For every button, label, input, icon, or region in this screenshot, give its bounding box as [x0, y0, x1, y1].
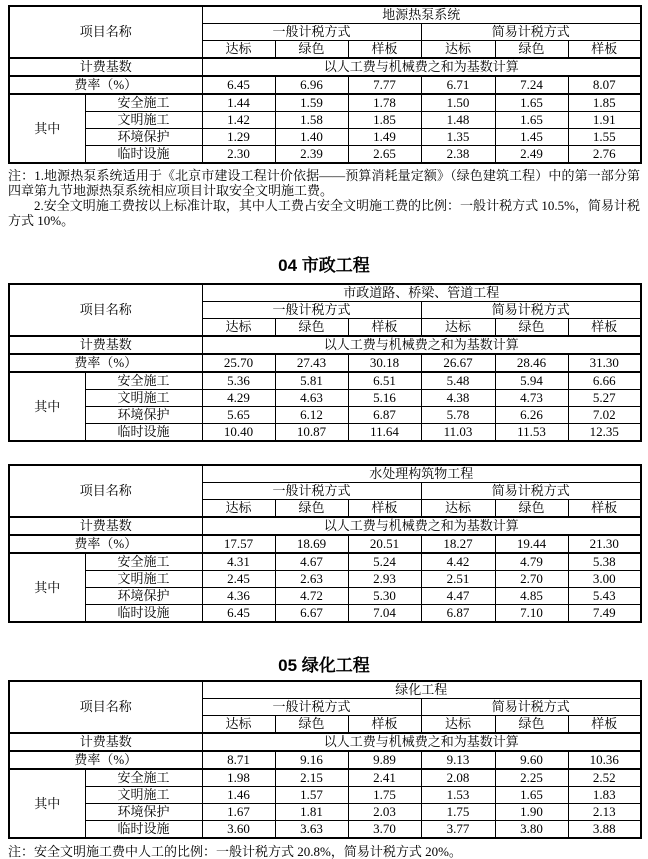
item-value: 10.40	[202, 424, 275, 442]
item-value: 3.77	[421, 821, 495, 839]
rate-value: 7.24	[495, 76, 568, 94]
item-value: 1.81	[275, 804, 348, 821]
item-value: 1.75	[421, 804, 495, 821]
table-title: 水处理构筑物工程	[202, 465, 641, 483]
item-value: 1.42	[202, 112, 275, 129]
item-label: 临时设施	[85, 821, 202, 839]
rate-value: 6.96	[275, 76, 348, 94]
item-value: 1.85	[568, 94, 641, 112]
item-value: 2.49	[495, 146, 568, 164]
grade-header: 绿色	[495, 716, 568, 734]
item-value: 4.38	[421, 390, 495, 407]
note-greening	[8, 844, 640, 859]
item-label: 临时设施	[85, 605, 202, 623]
grade-header: 达标	[202, 500, 275, 518]
grade-header: 绿色	[275, 500, 348, 518]
item-value: 1.85	[348, 112, 421, 129]
item-value: 6.12	[275, 407, 348, 424]
item-value: 7.49	[568, 605, 641, 623]
item-value: 7.10	[495, 605, 568, 623]
item-value: 4.63	[275, 390, 348, 407]
rate-value: 6.45	[202, 76, 275, 94]
item-value: 2.39	[275, 146, 348, 164]
item-label: 环境保护	[85, 588, 202, 605]
item-value: 1.98	[202, 769, 275, 787]
rate-value: 20.51	[348, 535, 421, 553]
project-name-header: 项目名称	[9, 6, 202, 58]
item-value: 1.44	[202, 94, 275, 112]
item-label: 环境保护	[85, 407, 202, 424]
rate-value: 25.70	[202, 354, 275, 372]
item-value: 2.70	[495, 571, 568, 588]
fee-base-label: 计费基数	[9, 517, 202, 535]
simple-tax-header: 简易计税方式	[421, 483, 641, 500]
item-value: 12.35	[568, 424, 641, 442]
note-heat-pump	[8, 168, 640, 228]
among-label: 其中	[9, 553, 85, 622]
item-value: 3.80	[495, 821, 568, 839]
item-value: 2.65	[348, 146, 421, 164]
general-tax-header: 一般计税方式	[202, 699, 421, 716]
item-value: 1.91	[568, 112, 641, 129]
item-value: 4.31	[202, 553, 275, 571]
simple-tax-header: 简易计税方式	[421, 699, 641, 716]
item-value: 4.29	[202, 390, 275, 407]
grade-header: 达标	[202, 41, 275, 59]
item-value: 3.88	[568, 821, 641, 839]
rate-value: 27.43	[275, 354, 348, 372]
section-title-04-municipal: 04 市政工程	[278, 256, 370, 275]
item-label: 文明施工	[85, 390, 202, 407]
item-value: 1.65	[495, 94, 568, 112]
item-value: 2.93	[348, 571, 421, 588]
item-value: 1.35	[421, 129, 495, 146]
grade-header: 样板	[568, 319, 641, 337]
grade-header: 绿色	[495, 500, 568, 518]
grade-header: 样板	[348, 716, 421, 734]
item-value: 5.16	[348, 390, 421, 407]
general-tax-header: 一般计税方式	[202, 483, 421, 500]
grade-header: 样板	[348, 41, 421, 59]
grade-header: 样板	[348, 319, 421, 337]
note-line: 注：安全文明施工费中人工的比例：一般计税方式 20.8%，简易计税方式 20%。	[8, 844, 462, 859]
item-label: 安全施工	[85, 769, 202, 787]
fee-table-water-treatment	[8, 464, 642, 623]
item-value: 1.65	[495, 787, 568, 804]
item-value: 1.55	[568, 129, 641, 146]
simple-tax-header: 简易计税方式	[421, 302, 641, 319]
fee-base-value: 以人工费与机械费之和为基数计算	[202, 336, 641, 354]
item-value: 2.63	[275, 571, 348, 588]
item-value: 1.58	[275, 112, 348, 129]
spacer	[8, 442, 640, 464]
item-value: 2.15	[275, 769, 348, 787]
item-value: 2.76	[568, 146, 641, 164]
fee-base-label: 计费基数	[9, 336, 202, 354]
project-name-header: 项目名称	[9, 465, 202, 517]
grade-header: 绿色	[495, 319, 568, 337]
table-title: 地源热泵系统	[202, 6, 641, 24]
item-value: 5.78	[421, 407, 495, 424]
note-line: 2.安全文明施工费按以上标准计取，其中人工费占安全文明施工费的比例：一般计税方式 10.5%，简易计税方式 10%。	[8, 198, 640, 228]
rate-value: 9.13	[421, 751, 495, 769]
item-label: 临时设施	[85, 424, 202, 442]
item-value: 4.72	[275, 588, 348, 605]
grade-header: 达标	[421, 319, 495, 337]
item-value: 6.26	[495, 407, 568, 424]
rate-label: 费率（%）	[9, 751, 202, 769]
item-value: 4.67	[275, 553, 348, 571]
item-value: 1.49	[348, 129, 421, 146]
item-label: 安全施工	[85, 94, 202, 112]
among-label: 其中	[9, 769, 85, 838]
item-value: 6.51	[348, 372, 421, 390]
rate-value: 6.71	[421, 76, 495, 94]
item-value: 1.45	[495, 129, 568, 146]
grade-header: 绿色	[275, 716, 348, 734]
grade-header: 达标	[202, 716, 275, 734]
item-value: 4.79	[495, 553, 568, 571]
item-value: 5.65	[202, 407, 275, 424]
item-value: 4.47	[421, 588, 495, 605]
item-value: 2.13	[568, 804, 641, 821]
grade-header: 达标	[421, 41, 495, 59]
rate-label: 费率（%）	[9, 535, 202, 553]
rate-value: 18.69	[275, 535, 348, 553]
rate-value: 21.30	[568, 535, 641, 553]
item-value: 5.38	[568, 553, 641, 571]
among-label: 其中	[9, 372, 85, 441]
rate-value: 18.27	[421, 535, 495, 553]
item-value: 2.30	[202, 146, 275, 164]
item-value: 5.30	[348, 588, 421, 605]
grade-header: 达标	[421, 716, 495, 734]
fee-base-value: 以人工费与机械费之和为基数计算	[202, 58, 641, 76]
item-value: 7.04	[348, 605, 421, 623]
fee-base-label: 计费基数	[9, 58, 202, 76]
item-value: 3.63	[275, 821, 348, 839]
item-value: 1.67	[202, 804, 275, 821]
item-value: 3.00	[568, 571, 641, 588]
item-value: 5.36	[202, 372, 275, 390]
among-label: 其中	[9, 94, 85, 163]
item-value: 2.03	[348, 804, 421, 821]
grade-header: 样板	[348, 500, 421, 518]
item-value: 3.70	[348, 821, 421, 839]
item-value: 7.02	[568, 407, 641, 424]
item-label: 文明施工	[85, 112, 202, 129]
rate-value: 8.07	[568, 76, 641, 94]
item-value: 1.46	[202, 787, 275, 804]
item-value: 6.67	[275, 605, 348, 623]
table-title: 市政道路、桥梁、管道工程	[202, 284, 641, 302]
item-value: 4.73	[495, 390, 568, 407]
grade-header: 绿色	[275, 41, 348, 59]
grade-header: 样板	[568, 500, 641, 518]
item-label: 文明施工	[85, 787, 202, 804]
item-value: 5.48	[421, 372, 495, 390]
fee-base-value: 以人工费与机械费之和为基数计算	[202, 517, 641, 535]
simple-tax-header: 简易计税方式	[421, 24, 641, 41]
table-title: 绿化工程	[202, 681, 641, 699]
grade-header: 绿色	[275, 319, 348, 337]
item-value: 2.38	[421, 146, 495, 164]
item-value: 2.41	[348, 769, 421, 787]
item-value: 4.36	[202, 588, 275, 605]
rate-value: 9.60	[495, 751, 568, 769]
rate-value: 7.77	[348, 76, 421, 94]
fee-base-value: 以人工费与机械费之和为基数计算	[202, 733, 641, 751]
item-value: 1.50	[421, 94, 495, 112]
item-label: 安全施工	[85, 553, 202, 571]
project-name-header: 项目名称	[9, 681, 202, 733]
general-tax-header: 一般计税方式	[202, 24, 421, 41]
item-value: 1.53	[421, 787, 495, 804]
item-value: 1.40	[275, 129, 348, 146]
rate-value: 17.57	[202, 535, 275, 553]
grade-header: 绿色	[495, 41, 568, 59]
item-value: 1.29	[202, 129, 275, 146]
item-value: 10.87	[275, 424, 348, 442]
rate-value: 30.18	[348, 354, 421, 372]
rate-label: 费率（%）	[9, 354, 202, 372]
fee-table-greening	[8, 680, 642, 839]
item-label: 临时设施	[85, 146, 202, 164]
item-value: 6.66	[568, 372, 641, 390]
item-value: 11.64	[348, 424, 421, 442]
fee-table-heat-pump	[8, 5, 642, 164]
fee-base-label: 计费基数	[9, 733, 202, 751]
item-value: 6.87	[421, 605, 495, 623]
item-value: 1.59	[275, 94, 348, 112]
item-label: 安全施工	[85, 372, 202, 390]
item-value: 1.90	[495, 804, 568, 821]
item-label: 文明施工	[85, 571, 202, 588]
item-value: 5.94	[495, 372, 568, 390]
item-value: 2.45	[202, 571, 275, 588]
item-value: 3.60	[202, 821, 275, 839]
rate-value: 19.44	[495, 535, 568, 553]
item-value: 1.83	[568, 787, 641, 804]
fee-table-municipal-road	[8, 283, 642, 442]
rate-value: 8.71	[202, 751, 275, 769]
item-value: 11.53	[495, 424, 568, 442]
rate-value: 9.16	[275, 751, 348, 769]
item-value: 2.25	[495, 769, 568, 787]
item-value: 5.27	[568, 390, 641, 407]
item-value: 6.45	[202, 605, 275, 623]
grade-header: 样板	[568, 41, 641, 59]
item-value: 1.78	[348, 94, 421, 112]
note-line: 注：1.地源热泵系统适用于《北京市建设工程计价依据——预算消耗量定额》（绿色建筑工程）中的第一部分第四章第九节地源热泵系统相应项目计取安全文明施工费。	[8, 168, 640, 198]
item-value: 1.57	[275, 787, 348, 804]
rate-value: 28.46	[495, 354, 568, 372]
item-value: 5.43	[568, 588, 641, 605]
general-tax-header: 一般计税方式	[202, 302, 421, 319]
item-value: 1.75	[348, 787, 421, 804]
item-value: 1.65	[495, 112, 568, 129]
item-value: 2.51	[421, 571, 495, 588]
item-value: 4.42	[421, 553, 495, 571]
item-value: 2.08	[421, 769, 495, 787]
grade-header: 样板	[568, 716, 641, 734]
rate-value: 31.30	[568, 354, 641, 372]
grade-header: 达标	[421, 500, 495, 518]
item-value: 2.52	[568, 769, 641, 787]
grade-header: 达标	[202, 319, 275, 337]
rate-value: 10.36	[568, 751, 641, 769]
item-value: 6.87	[348, 407, 421, 424]
rate-label: 费率（%）	[9, 76, 202, 94]
item-label: 环境保护	[85, 129, 202, 146]
item-value: 5.81	[275, 372, 348, 390]
project-name-header: 项目名称	[9, 284, 202, 336]
item-value: 4.85	[495, 588, 568, 605]
item-value: 1.48	[421, 112, 495, 129]
item-label: 环境保护	[85, 804, 202, 821]
rate-value: 26.67	[421, 354, 495, 372]
rate-value: 9.89	[348, 751, 421, 769]
section-title-05-greening: 05 绿化工程	[278, 656, 370, 675]
item-value: 5.24	[348, 553, 421, 571]
item-value: 11.03	[421, 424, 495, 442]
